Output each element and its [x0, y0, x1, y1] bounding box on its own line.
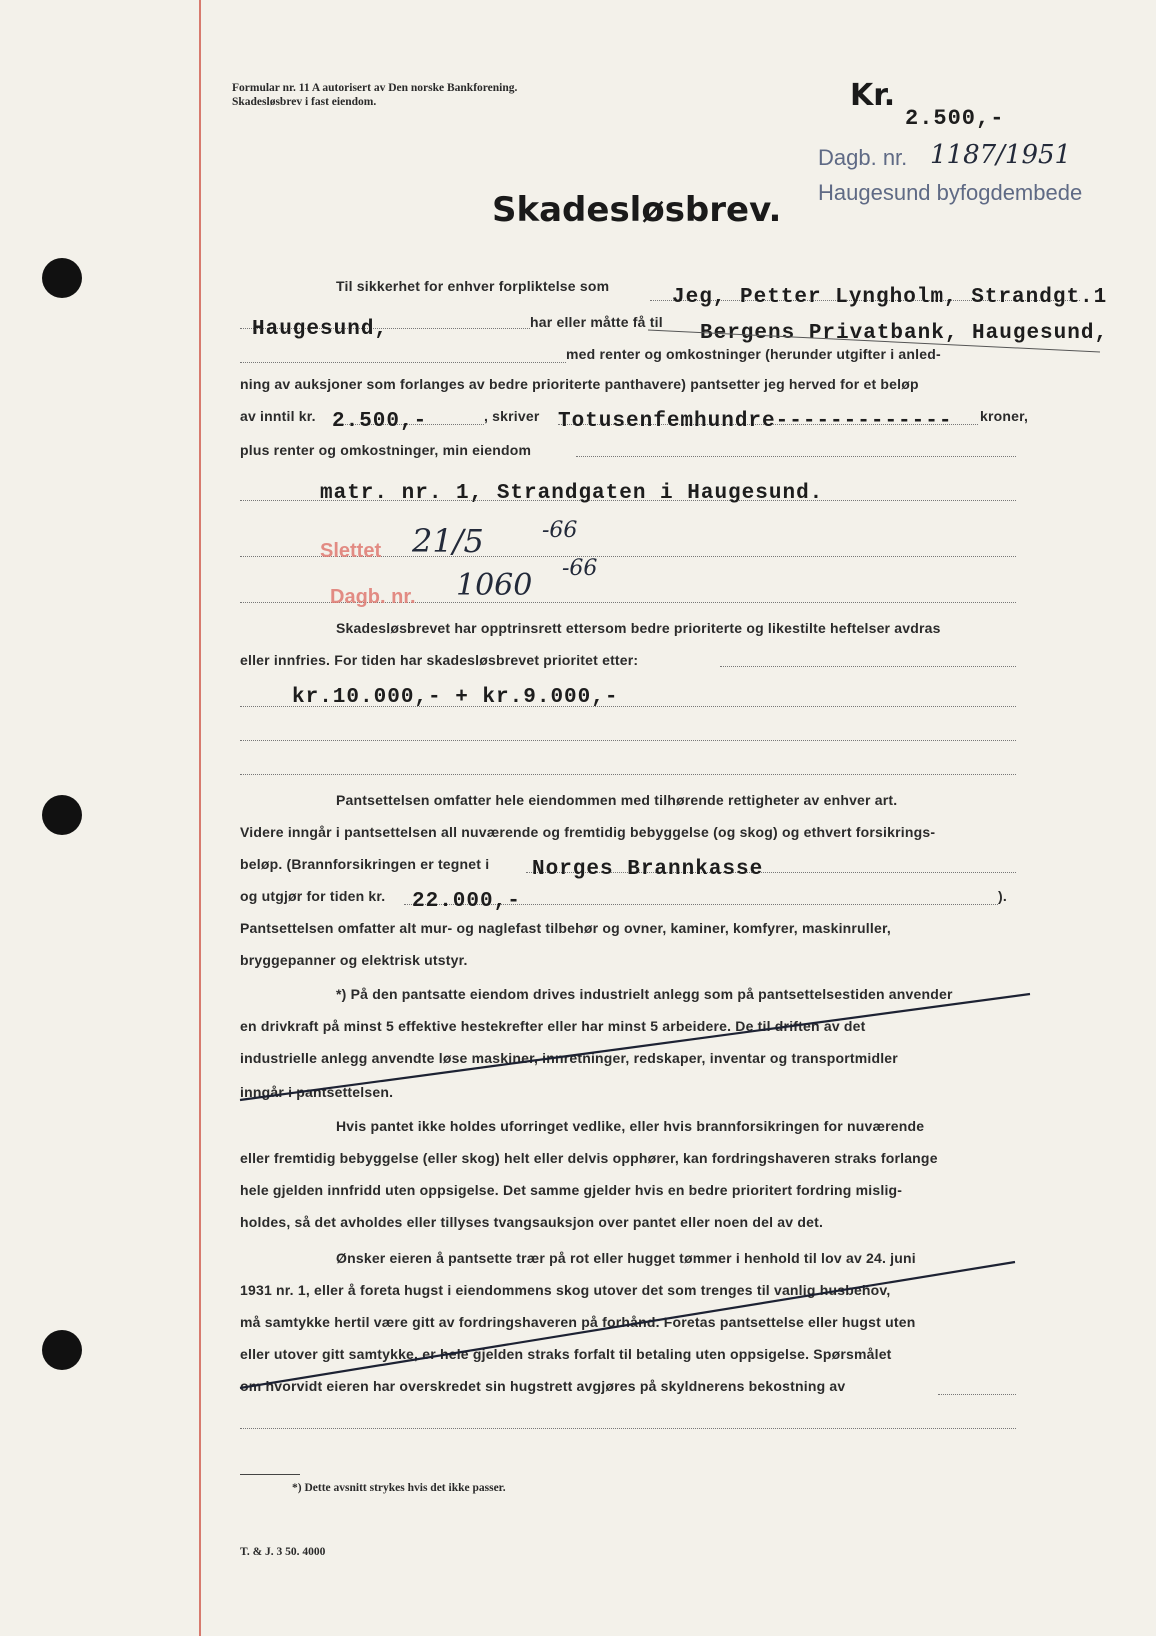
priority-p1: Skadesløsbrevet har opptrinsrett ettersom bedre prioriterte og likestilte heftelser avdras — [336, 620, 941, 636]
industrial-p1: *) På den pantsatte eiendom drives industrielt anlegg som på pantsettelsestiden anvender — [336, 986, 953, 1002]
debtor-city: Haugesund, — [252, 318, 389, 341]
kr-amount: 2.500,- — [905, 106, 1005, 131]
maintenance-p4: holdes, så det avholdes eller tillyses tvangsauksjon over pantet eller noen del av det. — [240, 1214, 824, 1230]
pledge-p6: bryggepanner og elektrisk utstyr. — [240, 952, 468, 968]
line3-text: med renter og omkostninger (herunder utgifter i anled- — [566, 346, 941, 362]
court-stamp: Haugesund byfogdembede — [818, 180, 1083, 205]
line5-text-a: av inntil kr. — [240, 408, 316, 424]
maintenance-p3: hele gjelden innfridd uten oppsigelse. Det samme gjelder hvis en bedre prioritert fordring mislig- — [240, 1182, 903, 1198]
slettet-stamp: Slettet — [320, 540, 382, 562]
pledge-p5: Pantsettelsen omfatter alt mur- og naglefast tilbehør og ovner, kaminer, komfyrer, maskinruller, — [240, 920, 891, 936]
priority-p2: eller innfries. For tiden har skadesløsbrevet prioritet etter: — [240, 652, 639, 668]
pledge-p4-end: ). — [998, 888, 1007, 904]
debtor-name: Jeg, Petter Lyngholm, Strandgt.1 — [672, 286, 1108, 309]
priority-amounts: kr.10.000,- + kr.9.000,- — [292, 686, 619, 709]
line6-text: plus renter og omkostninger, min eiendom — [240, 442, 532, 458]
line2-text: har eller måtte få til — [530, 314, 663, 330]
document-title: Skadesløsbrev. — [492, 190, 782, 230]
form-line-1: Formular nr. 11 A autorisert av Den norske Bankforening. — [232, 82, 518, 94]
creditor-name: Bergens Privatbank, Haugesund, — [700, 322, 1109, 345]
dagb-stamp-value: 1187/1951 — [930, 140, 1072, 170]
slettet-date: 21/5 — [412, 522, 484, 560]
amount-words: Totusenfemhundre------------- — [558, 410, 953, 433]
maintenance-p1: Hvis pantet ikke holdes uforringet vedlike, eller hvis brannforsikringen for nuværende — [336, 1118, 925, 1134]
dagb-red-value: 1060 — [456, 568, 533, 603]
kr-label: Kr. — [850, 78, 896, 113]
handwritten-mark — [648, 330, 1100, 352]
line4-text: ning av auksjoner som forlanges av bedre prioriterte panthavere) pantsetter jeg herved for et beløp — [240, 376, 919, 392]
line1-text: Til sikkerhet for enhver forpliktelse som — [336, 278, 610, 294]
forest-p4: eller utover gitt samtykke, er hele gjelden straks forfalt til betaling uten oppsigelse. Spørsmålet — [240, 1346, 892, 1362]
amount-digits: 2.500,- — [332, 410, 428, 433]
dagb-red-year: -66 — [562, 556, 598, 581]
strike-line-forest — [240, 1262, 1015, 1388]
forest-p2: 1931 nr. 1, eller å foreta hugst i eiendommens skog utover det som trenges til vanlig husbehov, — [240, 1282, 891, 1298]
pledge-p4: og utgjør for tiden kr. — [240, 888, 386, 904]
printer-mark: T. & J. 3 50. 4000 — [240, 1546, 326, 1558]
maintenance-p2: eller fremtidig bebyggelse (eller skog) helt eller delvis opphører, kan fordringshaveren straks forlange — [240, 1150, 938, 1166]
pledge-p2: Videre inngår i pantsettelsen all nuværende og fremtidig bebyggelse (og skog) og ethvert forsikrings- — [240, 824, 936, 840]
dagb-stamp-label: Dagb. nr. — [818, 145, 908, 170]
slettet-year: -66 — [542, 518, 578, 543]
insurance-amount: 22.000,- — [412, 890, 521, 913]
form-line-2: Skadesløsbrev i fast eiendom. — [232, 96, 377, 108]
line5-text-c: kroner, — [980, 408, 1029, 424]
property-description: matr. nr. 1, Strandgaten i Haugesund. — [320, 482, 824, 505]
line5-text-b: , skriver — [484, 408, 540, 424]
forest-p1: Ønsker eieren å pantsette trær på rot eller hugget tømmer i henhold til lov av 24. juni — [336, 1250, 916, 1266]
pledge-p1: Pantsettelsen omfatter hele eiendommen med tilhørende rettigheter av enhver art. — [336, 792, 898, 808]
pledge-p3: beløp. (Brannforsikringen er tegnet i — [240, 856, 490, 872]
industrial-p4: inngår i pantsettelsen. — [240, 1084, 394, 1100]
forest-p5: om hvorvidt eieren har overskredet sin hugstrett avgjøres på skyldnerens bekostning av — [240, 1378, 846, 1394]
dagb-red-stamp: Dagb. nr. — [330, 586, 416, 608]
strike-line-industrial — [240, 994, 1030, 1100]
forest-p3: må samtykke hertil være gitt av fordringshaveren på forhånd. Foretas pantsettelse eller hugst uten — [240, 1314, 916, 1330]
industrial-p3: industrielle anlegg anvendte løse maskiner, innretninger, redskaper, inventar og transportmidler — [240, 1050, 898, 1066]
footnote: *) Dette avsnitt strykes hvis det ikke passer. — [292, 1482, 506, 1494]
industrial-p2: en drivkraft på minst 5 effektive hestekrefter eller har minst 5 arbeidere. De til driften av det — [240, 1018, 866, 1034]
insurer-name: Norges Brannkasse — [532, 858, 764, 881]
